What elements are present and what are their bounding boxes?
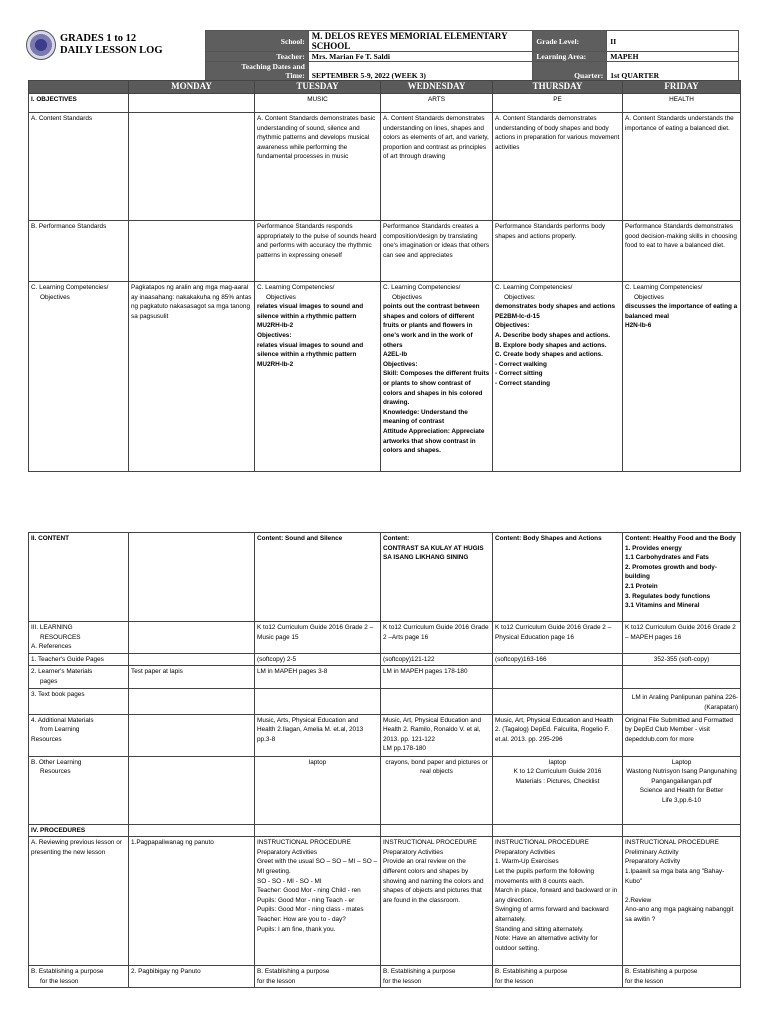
teachers-guide-wednesday: (softcopy)121-122: [381, 653, 493, 666]
day-wednesday: WEDNESDAY: [381, 81, 493, 94]
references-tuesday: K to12 Curriculum Guide 2016 Grade 2 – Music page 15: [255, 622, 381, 654]
additional-materials-label: [29, 714, 129, 756]
performance-standards-friday: Performance Standards demonstrates good decision-making skills in choosing food to eat to have a balanced diet.: [623, 221, 741, 282]
thu-comp-head: C. Learning Competencies/: [495, 284, 573, 291]
rev-tue-2: Greet with the usual SO – SO – MI – SO – MI greeting.: [257, 858, 378, 875]
additional-label1: 4. Additional Materials: [31, 716, 94, 724]
fri-comp-head2: Objectives: [634, 293, 664, 301]
additional-label2: from Learning: [40, 726, 80, 734]
objectives-row: [29, 94, 741, 113]
other-resources-thursday: [493, 756, 623, 824]
rev-thu-1: Preparatory Activities: [495, 848, 556, 856]
purpose-tuesday: [255, 966, 381, 988]
content-standards-monday: [129, 113, 255, 221]
thu-comp-head2: Objectives:: [504, 293, 536, 301]
rev-thu-4: March in place, forward and backward or in any direction.: [495, 887, 618, 904]
rev-wed-1: Preparatory Activities: [383, 848, 444, 856]
teaching-dates-label: [206, 62, 309, 81]
thu-comp-b: B. Explore body shapes and actions.: [495, 341, 607, 349]
learners-materials-label: [29, 666, 129, 688]
grades-label: GRADES 1 to 12: [60, 33, 137, 44]
quarter-value: 1st QUARTER: [607, 62, 739, 81]
content-fri-2: 1.1 Carbohydrates and Fats: [625, 554, 709, 562]
references-sublabel: A. References: [31, 643, 72, 651]
performance-standards-thursday: Performance Standards performs body shapes and actions properly.: [493, 221, 623, 282]
tue-comp-head: C. Learning Competencies/: [257, 284, 335, 291]
rev-tue-7: Teacher: How are you to - day?: [257, 915, 346, 923]
other-fri-5: Life 3,pp.6-10: [661, 796, 702, 804]
purpose-wednesday: [381, 966, 493, 988]
other-resources-label1: B. Other Learning: [31, 758, 82, 766]
additional-materials-row: [29, 714, 741, 756]
teachers-guide-monday: [129, 653, 255, 666]
teacher-label: Teacher:: [206, 52, 309, 62]
rev-fri-0: INSTRUCTIONAL PROCEDURE: [625, 839, 719, 847]
competencies-tuesday: [255, 282, 381, 472]
wed-comp-knowledge: Knowledge: Understand the meaning of contrast: [383, 408, 468, 426]
textbook-monday: [129, 688, 255, 714]
learners-materials-thursday: [493, 666, 623, 688]
content-standards-tuesday: A. Content Standards demonstrates basic understanding of sound, silence and rhythmic patterns and develops musical awareness while performing the fundamental processes in music: [255, 113, 381, 221]
subject-pe: PE: [493, 94, 623, 113]
purpose-fri-2: for the lesson: [625, 977, 664, 985]
purpose-thu-1: B. Establishing a purpose: [495, 968, 568, 976]
textbook-wednesday: [381, 688, 493, 714]
performance-standards-wednesday: Performance Standards creates a composition/design by translating one's imagination or ideas that others can see and appreciates: [381, 221, 493, 282]
wed-comp-head: C. Learning Competencies/: [383, 284, 461, 291]
other-resources-label: [29, 756, 129, 824]
fri-comp-code: H2N-Ib-6: [625, 322, 652, 330]
references-monday: [129, 622, 255, 654]
rev-tue-8: Pupils: I am fine, thank you.: [257, 925, 336, 933]
content-thursday: Content: Body Shapes and Actions: [493, 533, 623, 622]
subject-monday: [129, 94, 255, 113]
review-label: A. Reviewing previous lesson or presenting the new lesson: [29, 837, 129, 966]
purpose-monday: 2. Pagbibigay ng Panuto: [129, 966, 255, 988]
teacher-value: Mrs. Marian Fe T. Saldi: [308, 52, 533, 62]
thu-comp-sitting: - Correct sitting: [495, 370, 543, 378]
review-thursday: [493, 837, 623, 966]
additional-thursday: Music, Art, Physical Education and Health 2. (Tagalog) DepEd. Falculita, Rogelio F. et.al. 2013. pp. 295-296: [493, 714, 623, 756]
content-standards-wednesday: A. Content Standards demonstrates understanding on lines, shapes and colors as elements of art, and variety, proportion and contrast as principles of art through drawing: [381, 113, 493, 221]
other-resources-row: [29, 756, 741, 824]
procedures-wednesday: [381, 824, 493, 837]
rev-thu-5: Swinging of arms forward and backward alternately.: [495, 906, 609, 923]
learners-materials-label2: pages: [40, 677, 58, 685]
objectives-table: [28, 80, 741, 472]
rev-tue-5: Pupils: Good Mor - ning Teach - er: [257, 896, 355, 904]
wed-comp-skill: Skill: Composes the different fruits or plants to show contrast of colors and shapes in his colored drawing.: [383, 370, 490, 407]
rev-fri-3: 1.Ipaawit sa mga bata ang "Bahay-Kubo": [625, 867, 725, 885]
content-fri-6: 3.1 Vitamins and Mineral: [625, 602, 700, 610]
textbook-thursday: [493, 688, 623, 714]
performance-standards-tuesday: Performance Standards responds appropriately to the pulse of sounds heard and performs with accuracy the rhythmic patterns in expressing oneself: [255, 221, 381, 282]
wed-comp-head2: Objectives: [392, 293, 422, 301]
subject-health: HEALTH: [623, 94, 741, 113]
tue-comp-code2: MU2RH-Ib-2: [257, 360, 294, 368]
competencies-label-line2: Objectives: [40, 293, 70, 301]
procedures-friday: [623, 824, 741, 837]
rev-thu-2: 1. Warm-Up Exercises: [495, 858, 559, 866]
review-friday: [623, 837, 741, 966]
purpose-thursday: [493, 966, 623, 988]
references-wednesday: K to12 Curriculum Guide 2016 Grade 2 –Arts page 16: [381, 622, 493, 654]
wed-comp-attitude: Attitude Appreciation: Appreciate artworks that show contrast in colors and shapes.: [383, 427, 485, 455]
learners-materials-tuesday: LM in MAPEH pages 3-8: [255, 666, 381, 688]
rev-wed-0: INSTRUCTIONAL PROCEDURE: [383, 839, 477, 847]
competencies-thursday: [493, 282, 623, 472]
learners-materials-row: [29, 666, 741, 688]
competencies-friday: [623, 282, 741, 472]
other-fri-3: Pangangailangan.pdf: [651, 777, 712, 785]
day-friday: FRIDAY: [623, 81, 741, 94]
objectives-label: I. OBJECTIVES: [29, 94, 129, 113]
tue-comp-code: MU2RH-Ib-2: [257, 322, 294, 330]
thu-comp-a: A. Describe body shapes and actions.: [495, 331, 611, 339]
teaching-dates-label-line1: Teaching Dates and: [241, 62, 305, 71]
other-resources-friday: [623, 756, 741, 824]
rev-fri-6: Ano-ano ang mga pagkaing nabanggit sa awitin ?: [625, 906, 734, 923]
learners-materials-friday: [623, 666, 741, 688]
review-row: [29, 837, 741, 966]
other-resources-tuesday: laptop: [255, 756, 381, 824]
purpose-label2: for the lesson: [40, 977, 79, 985]
textbook-label: 3. Text book pages: [29, 688, 129, 714]
other-resources-wednesday: crayons, bond paper and pictures or real objects: [381, 756, 493, 824]
content-standards-friday: A. Content Standards understands the importance of eating a balanced diet.: [623, 113, 741, 221]
competencies-row: [29, 282, 741, 472]
thu-comp-c: C. Create body shapes and actions.: [495, 351, 603, 359]
content-friday: [623, 533, 741, 622]
purpose-tue-2: for the lesson: [257, 977, 296, 985]
learning-resources-label: III. LEARNING: [31, 624, 73, 631]
purpose-label1: B. Establishing a purpose: [31, 968, 104, 976]
wed-comp-body: points out the contrast between shapes and colors of different fruits or plants and flowers in one's work and in the work of others: [383, 303, 480, 349]
rev-fri-5: 2.Review: [625, 896, 652, 904]
performance-standards-label: B. Performance Standards: [29, 221, 129, 282]
wed-comp-objectives: Objectives:: [383, 360, 418, 368]
day-monday: MONDAY: [129, 81, 255, 94]
fri-comp-head: C. Learning Competencies/: [625, 284, 703, 291]
content-monday: [129, 533, 255, 622]
grade-level-value: II: [607, 31, 739, 52]
teachers-guide-thursday: (softcopy)163-166: [493, 653, 623, 666]
school-value: M. DELOS REYES MEMORIAL ELEMENTARY SCHOOL: [308, 31, 533, 52]
content-fri-1: 1. Provides energy: [625, 544, 682, 552]
purpose-wed-2: for the lesson: [383, 977, 422, 985]
learning-area-value: MAPEH: [607, 52, 739, 62]
review-monday: 1.Pagpapaliwanag ng panuto: [129, 837, 255, 966]
tue-comp-head2: Objectives: [266, 293, 296, 301]
header-info-table: [205, 30, 739, 81]
day-thursday: THURSDAY: [493, 81, 623, 94]
competencies-label: [29, 282, 129, 472]
rev-wed-2: Provide an oral review on the different colors and shapes by showing and naming the colors and shapes of objects and pictures that are found in the classroom.: [383, 858, 484, 904]
subject-arts: ARTS: [381, 94, 493, 113]
content-row: [29, 533, 741, 622]
additional-monday: [129, 714, 255, 756]
procedures-monday: [129, 824, 255, 837]
additional-label3: Resources: [31, 735, 62, 743]
grade-level-label: Grade Level:: [533, 31, 607, 52]
corner-cell: [29, 81, 129, 94]
competencies-label-line1: C. Learning Competencies/: [31, 284, 109, 291]
additional-wednesday: [381, 714, 493, 756]
teaching-dates-label-line2: Time:: [285, 71, 305, 80]
review-wednesday: [381, 837, 493, 966]
teachers-guide-row: [29, 653, 741, 666]
rev-thu-7: Note: Have an alternative activity for outdoor setting.: [495, 935, 598, 952]
other-thu-1: laptop: [548, 758, 567, 766]
other-thu-2: K to 12 Curriculum Guide 2016: [513, 768, 602, 776]
additional-wed-1: Music, Art, Physical Education and Health 2. Ramilo, Ronaldo V. et al, 2013. pp. 121-122: [383, 716, 482, 743]
purpose-fri-1: B. Establishing a purpose: [625, 968, 698, 976]
other-fri-4: Science and Health for Better: [639, 787, 724, 795]
references-thursday: K to12 Curriculum Guide 2016 Grade 2 – Physical Education page 16: [493, 622, 623, 654]
learners-materials-monday: Test paper at lapis: [129, 666, 255, 688]
thu-comp-body: demonstrates body shapes and actions: [495, 303, 616, 311]
content-fri-4: 2.1 Protein: [625, 582, 658, 590]
fri-comp-body: discusses the importance of eating a balanced meal: [625, 303, 738, 320]
competencies-monday: Pagkatapos ng aralin ang mga mag-aaral ay inaasahang: nakakakuha ng 85% antas ng pagkatuto nakasasagot sa mga tanong sa pagsusulit: [129, 282, 255, 472]
other-fri-2: Wastong Nutrisyon Isang Pangunahing: [626, 768, 737, 776]
content-label: II. CONTENT: [29, 533, 129, 622]
procedures-label: IV. PROCEDURES: [29, 824, 129, 837]
purpose-row: [29, 966, 741, 988]
document-title: [60, 33, 163, 57]
additional-tuesday: Music, Arts, Physical Education and Health 2.Ilagan, Amelia M. et.al, 2013 pp.3-8: [255, 714, 381, 756]
rev-tue-0: INSTRUCTIONAL PROCEDURE: [257, 839, 351, 847]
textbook-row: [29, 688, 741, 714]
procedures-row: [29, 824, 741, 837]
additional-friday: Original File Submitted and Formatted by DepEd Club Member - visit depedclub.com for more: [623, 714, 741, 756]
other-thu-3: Materials : Pictures, Checklist: [515, 777, 600, 785]
performance-standards-monday: [129, 221, 255, 282]
rev-thu-6: Standing and sitting alternately.: [495, 925, 584, 933]
quarter-label: Quarter:: [533, 62, 607, 81]
tue-comp-objectives: Objectives:: [257, 331, 292, 339]
thu-comp-objectives: Objectives:: [495, 322, 530, 330]
learning-resources-label2: RESOURCES: [40, 633, 81, 641]
rev-tue-6: Pupils: Good Mor - ning class - mates: [257, 906, 364, 914]
content-fri-3: 2. Promotes growth and body-building: [625, 563, 717, 581]
teachers-guide-label: 1. Teacher's Guide Pages: [29, 653, 129, 666]
other-fri-1: Laptop: [671, 758, 692, 766]
textbook-friday: LM in Araling Panlipunan pahina 226-(Karapatan): [623, 688, 741, 714]
tue-comp-body2: relates visual images to sound and silence within a rhythmic pattern: [257, 341, 364, 359]
rev-tue-1: Preparatory Activities: [257, 848, 318, 856]
thu-comp-walking: - Correct walking: [495, 360, 547, 368]
content-wed-title: CONTRAST SA KULAY AT HUGIS SA ISANG LIKHANG SINING: [383, 544, 484, 562]
references-row: [29, 622, 741, 654]
thu-comp-standing: - Correct standing: [495, 379, 551, 387]
purpose-thu-2: for the lesson: [495, 977, 534, 985]
content-wednesday: [381, 533, 493, 622]
content-standards-thursday: A. Content Standards demonstrates understanding of body shapes and body actions in preparation for various movement activities: [493, 113, 623, 221]
rev-thu-0: INSTRUCTIONAL PROCEDURE: [495, 839, 589, 847]
thu-comp-code: PE2BM-Ic-d-15: [495, 312, 540, 320]
competencies-wednesday: [381, 282, 493, 472]
procedures-thursday: [493, 824, 623, 837]
content-standards-row: [29, 113, 741, 221]
log-title: DAILY LESSON LOG: [60, 45, 163, 56]
rev-thu-3: Let the pupils perform the following movements with 8 counts each.: [495, 867, 595, 885]
tue-comp-body: relates visual images to sound and silence within a rhythmic pattern: [257, 303, 364, 320]
procedures-tuesday: [255, 824, 381, 837]
rev-tue-3: SO - SO - MI - SO - MI: [257, 877, 322, 885]
wed-comp-code: A2EL-Ib: [383, 351, 408, 359]
textbook-tuesday: [255, 688, 381, 714]
review-tuesday: [255, 837, 381, 966]
purpose-wed-1: B. Establishing a purpose: [383, 968, 456, 976]
rev-fri-2: Preparatory Activity: [625, 858, 681, 866]
learning-area-label: Learning Area:: [533, 52, 607, 62]
learners-materials-label1: 2. Learner's Materials: [31, 668, 93, 676]
content-standards-label: A. Content Standards: [29, 113, 129, 221]
content-resources-table: [28, 532, 741, 988]
day-tuesday: TUESDAY: [255, 81, 381, 94]
other-resources-label2: Resources: [40, 768, 71, 776]
rev-tue-4: Teacher: Good Mor - ning Child - ren: [257, 887, 361, 895]
content-tuesday: Content: Sound and Silence: [255, 533, 381, 622]
teachers-guide-tuesday: (softcopy) 2-5: [255, 653, 381, 666]
content-wed-label: Content:: [383, 535, 410, 542]
days-header-row: [29, 81, 741, 94]
subject-music: MUSIC: [255, 94, 381, 113]
learners-materials-wednesday: LM in MAPEH pages 178-180: [381, 666, 493, 688]
purpose-label: [29, 966, 129, 988]
teaching-dates-value: SEPTEMBER 5-9, 2022 (WEEK 3): [308, 62, 533, 81]
deped-seal-logo: [26, 30, 56, 60]
additional-wed-2: LM pp.178-180: [383, 745, 426, 753]
school-label: School:: [206, 31, 309, 52]
rev-fri-4: [625, 886, 738, 896]
teachers-guide-friday: 352-355 (soft-copy): [623, 653, 741, 666]
references-friday: K to12 Curriculum Guide 2016 Grade 2 – MAPEH pages 16: [623, 622, 741, 654]
references-label: [29, 622, 129, 654]
rev-fri-1: Preliminary Activity: [625, 848, 679, 856]
content-fri-title: Content: Healthy Food and the Body: [625, 535, 736, 542]
purpose-friday: [623, 966, 741, 988]
other-resources-monday: [129, 756, 255, 824]
performance-standards-row: [29, 221, 741, 282]
content-fri-5: 3. Regulates body functions: [625, 592, 711, 600]
purpose-tue-1: B. Establishing a purpose: [257, 968, 330, 976]
